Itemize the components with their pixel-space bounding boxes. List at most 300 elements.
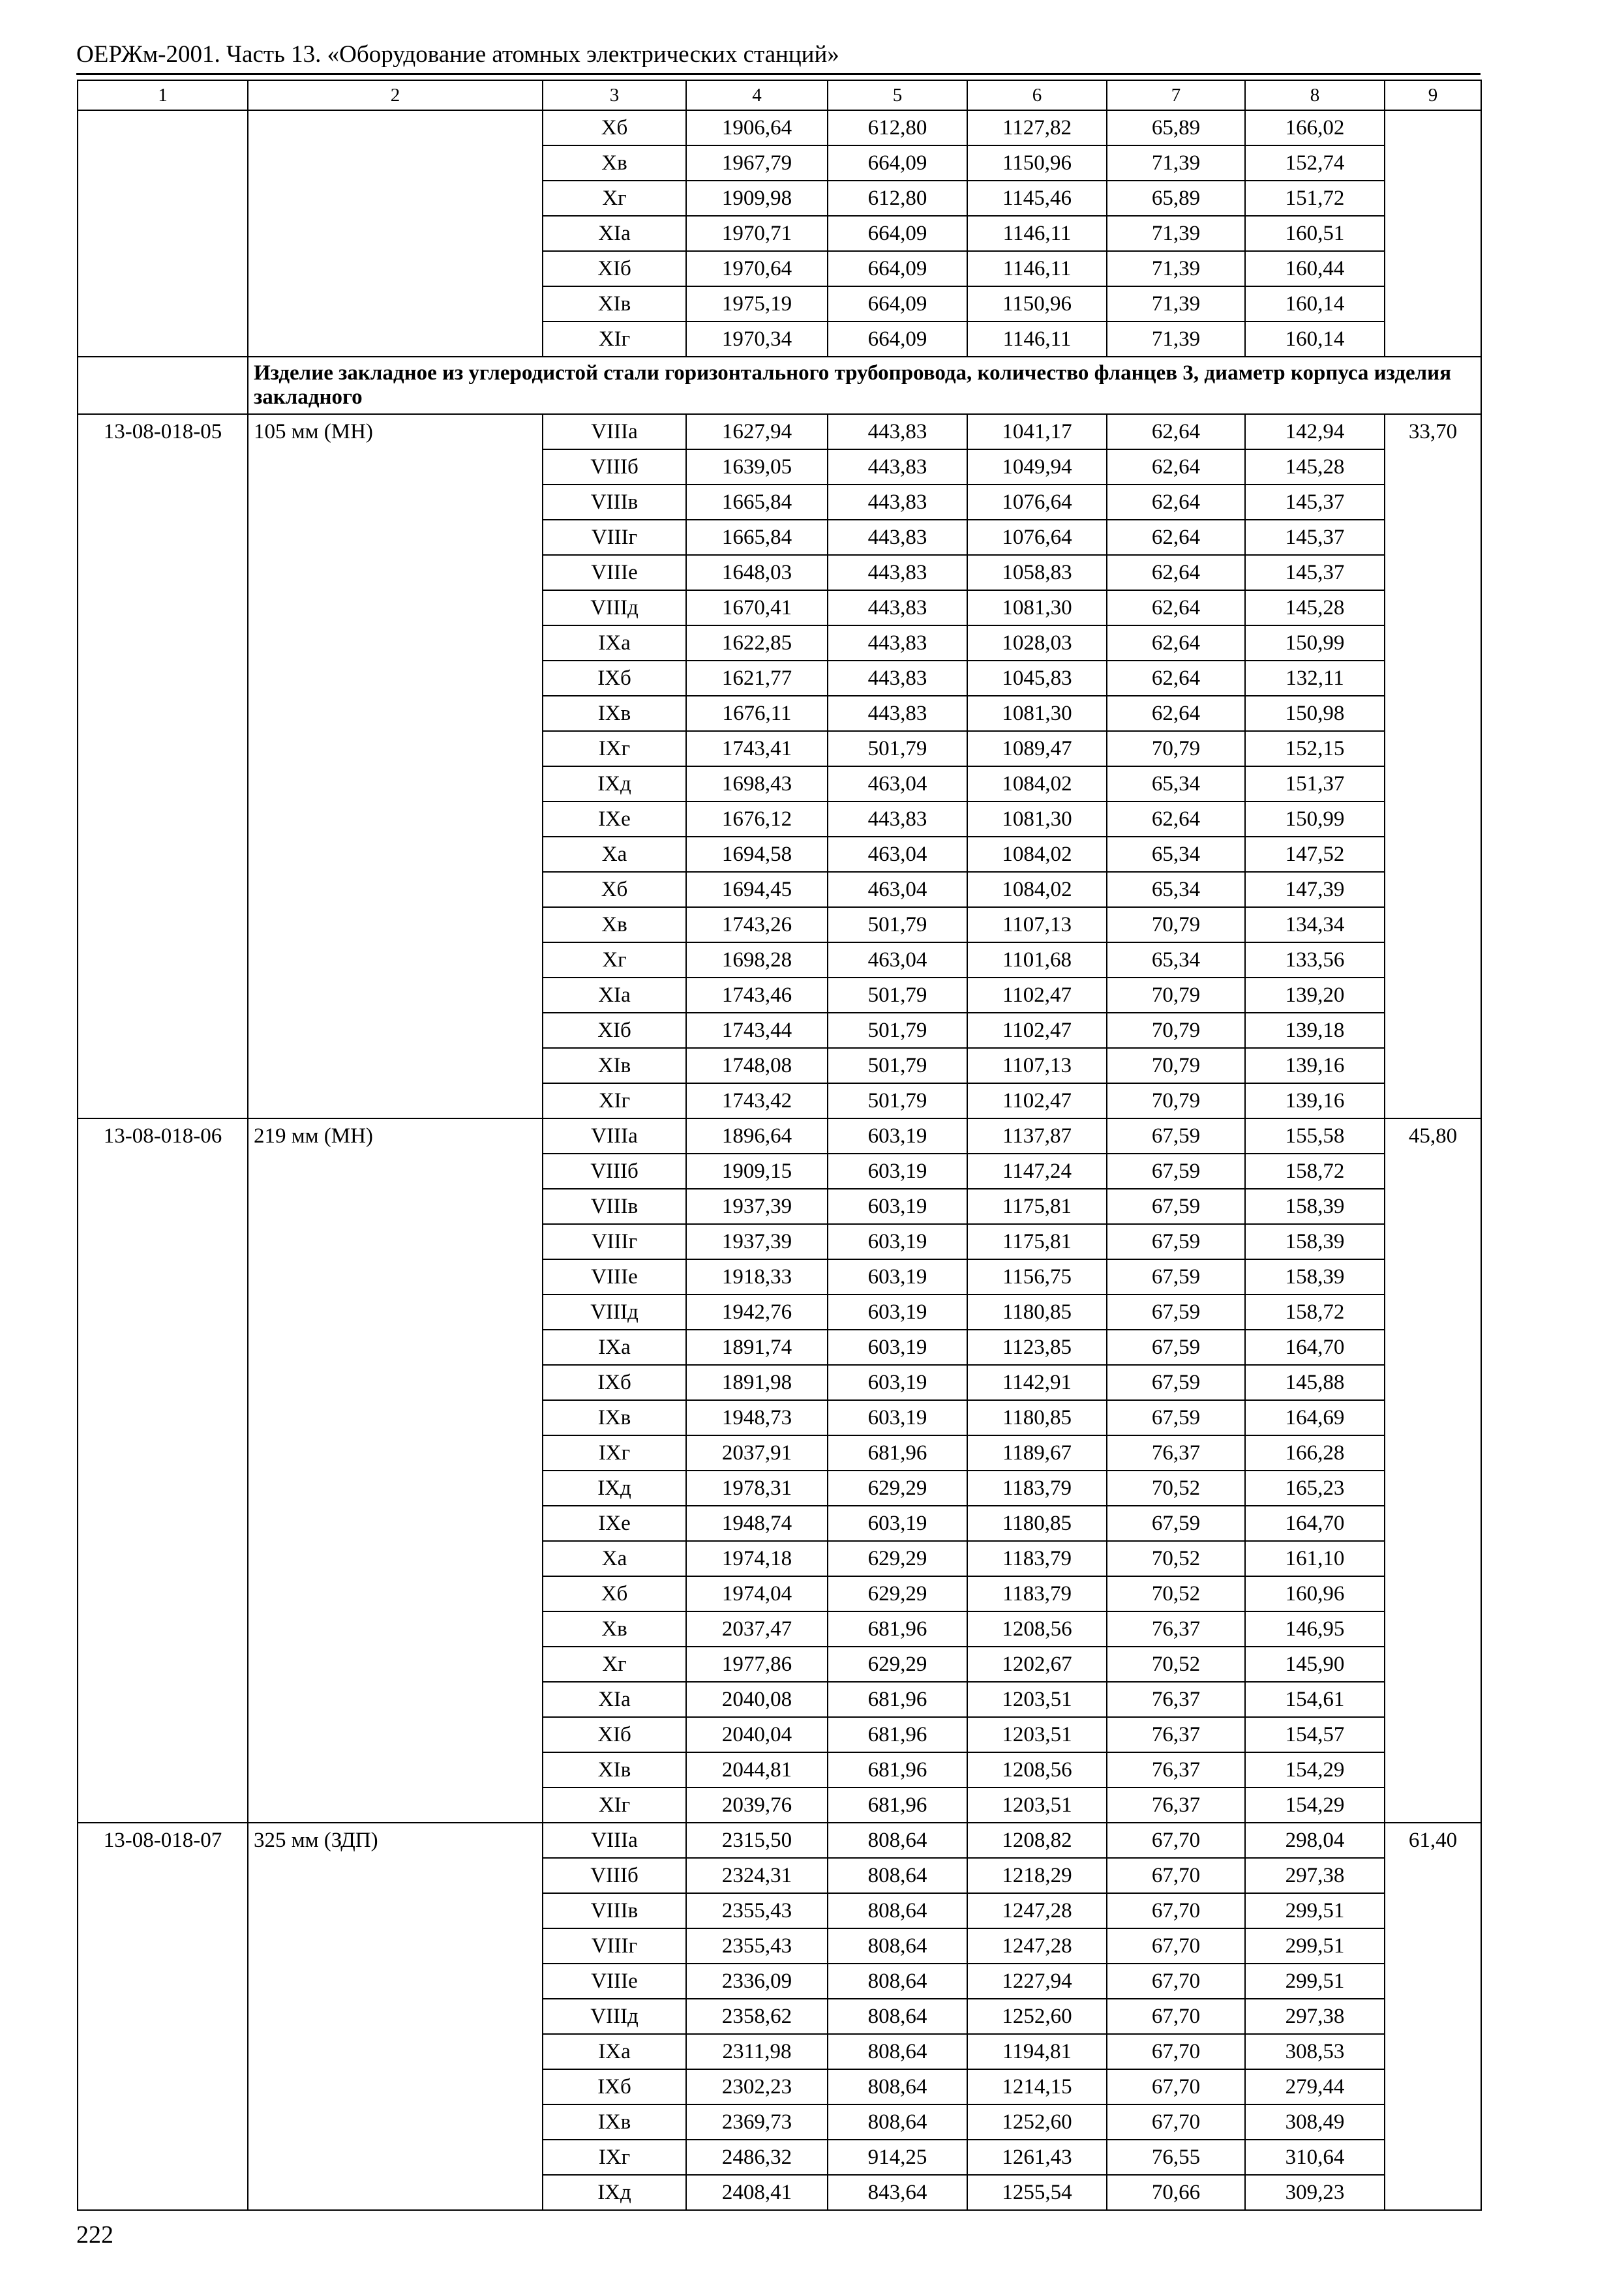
materials-cell: 150,99 bbox=[1245, 625, 1385, 661]
machine-cell: 1180,85 bbox=[967, 1294, 1107, 1330]
column-number: 9 bbox=[1385, 80, 1481, 110]
zone-cell: XIг bbox=[543, 1788, 686, 1823]
machine-cell: 1127,82 bbox=[967, 110, 1107, 145]
wage-cell: 808,64 bbox=[828, 1893, 967, 1928]
machinist-wage-cell: 76,37 bbox=[1107, 1682, 1245, 1717]
materials-cell: 158,39 bbox=[1245, 1189, 1385, 1224]
wage-cell: 914,25 bbox=[828, 2140, 967, 2175]
column-number: 1 bbox=[78, 80, 248, 110]
zone-cell: Xв bbox=[543, 1611, 686, 1647]
materials-cell: 133,56 bbox=[1245, 942, 1385, 978]
wage-cell: 463,04 bbox=[828, 942, 967, 978]
wage-cell: 501,79 bbox=[828, 978, 967, 1013]
machinist-wage-cell: 76,37 bbox=[1107, 1435, 1245, 1471]
code-cell-empty bbox=[78, 110, 248, 357]
zone-cell: Xг bbox=[543, 181, 686, 216]
materials-cell: 298,04 bbox=[1245, 1823, 1385, 1858]
cost-total-cell: 1909,15 bbox=[686, 1154, 828, 1189]
item-name: 325 мм (ЗДП) bbox=[248, 1823, 543, 2210]
machinist-wage-cell: 67,70 bbox=[1107, 1858, 1245, 1893]
machine-cell: 1041,17 bbox=[967, 414, 1107, 449]
zone-cell: VIIIб bbox=[543, 1154, 686, 1189]
machine-cell: 1208,82 bbox=[967, 1823, 1107, 1858]
machine-cell: 1107,13 bbox=[967, 907, 1107, 942]
machinist-wage-cell: 67,70 bbox=[1107, 1893, 1245, 1928]
machine-cell: 1194,81 bbox=[967, 2034, 1107, 2069]
materials-cell: 145,37 bbox=[1245, 520, 1385, 555]
machinist-wage-cell: 62,64 bbox=[1107, 801, 1245, 837]
materials-cell: 297,38 bbox=[1245, 1858, 1385, 1893]
page-number: 222 bbox=[76, 2221, 113, 2249]
materials-cell: 164,69 bbox=[1245, 1400, 1385, 1435]
machine-cell: 1081,30 bbox=[967, 801, 1107, 837]
price-table bbox=[77, 80, 1482, 2211]
machine-cell: 1076,64 bbox=[967, 485, 1107, 520]
zone-cell: VIIIг bbox=[543, 1928, 686, 1964]
zone-cell: VIIIе bbox=[543, 1259, 686, 1294]
item-mass: 33,70 bbox=[1385, 414, 1481, 1118]
materials-cell: 145,28 bbox=[1245, 449, 1385, 485]
wage-cell: 463,04 bbox=[828, 837, 967, 872]
wage-cell: 629,29 bbox=[828, 1471, 967, 1506]
zone-cell: VIIIг bbox=[543, 1224, 686, 1259]
materials-cell: 158,72 bbox=[1245, 1154, 1385, 1189]
wage-cell: 443,83 bbox=[828, 520, 967, 555]
cost-total-cell: 2039,76 bbox=[686, 1788, 828, 1823]
cost-total-cell: 1621,77 bbox=[686, 661, 828, 696]
zone-cell: IXб bbox=[543, 661, 686, 696]
materials-cell: 158,39 bbox=[1245, 1259, 1385, 1294]
item-code: 13-08-018-07 bbox=[78, 1823, 248, 2210]
zone-cell: VIIIг bbox=[543, 520, 686, 555]
machinist-wage-cell: 62,64 bbox=[1107, 625, 1245, 661]
machinist-wage-cell: 67,70 bbox=[1107, 2034, 1245, 2069]
wage-cell: 443,83 bbox=[828, 661, 967, 696]
cost-total-cell: 1743,44 bbox=[686, 1013, 828, 1048]
cost-total-cell: 2040,04 bbox=[686, 1717, 828, 1752]
materials-cell: 299,51 bbox=[1245, 1928, 1385, 1964]
materials-cell: 160,51 bbox=[1245, 216, 1385, 251]
section-code-empty bbox=[78, 357, 248, 414]
column-number: 3 bbox=[543, 80, 686, 110]
machine-cell: 1049,94 bbox=[967, 449, 1107, 485]
section-title: Изделие закладное из углеродистой стали горизонтального трубопровода, количество фланцев 3, диаметр корпуса изделия закладного bbox=[248, 357, 1481, 414]
machine-cell: 1247,28 bbox=[967, 1928, 1107, 1964]
materials-cell: 166,02 bbox=[1245, 110, 1385, 145]
machinist-wage-cell: 62,64 bbox=[1107, 414, 1245, 449]
wage-cell: 603,19 bbox=[828, 1224, 967, 1259]
zone-cell: VIIIд bbox=[543, 590, 686, 625]
machinist-wage-cell: 65,34 bbox=[1107, 942, 1245, 978]
machinist-wage-cell: 70,79 bbox=[1107, 978, 1245, 1013]
zone-cell: Xг bbox=[543, 1647, 686, 1682]
wage-cell: 463,04 bbox=[828, 872, 967, 907]
machinist-wage-cell: 62,64 bbox=[1107, 590, 1245, 625]
wage-cell: 501,79 bbox=[828, 731, 967, 766]
zone-cell: XIг bbox=[543, 1083, 686, 1118]
machine-cell: 1252,60 bbox=[967, 1999, 1107, 2034]
materials-cell: 164,70 bbox=[1245, 1506, 1385, 1541]
cost-total-cell: 2040,08 bbox=[686, 1682, 828, 1717]
zone-cell: VIIIв bbox=[543, 485, 686, 520]
materials-cell: 160,14 bbox=[1245, 322, 1385, 357]
wage-cell: 443,83 bbox=[828, 485, 967, 520]
wage-cell: 664,09 bbox=[828, 145, 967, 181]
cost-total-cell: 2358,62 bbox=[686, 1999, 828, 2034]
zone-cell: IXа bbox=[543, 2034, 686, 2069]
cost-total-cell: 1909,98 bbox=[686, 181, 828, 216]
cost-total-cell: 1743,41 bbox=[686, 731, 828, 766]
wage-cell: 603,19 bbox=[828, 1400, 967, 1435]
zone-cell: Xб bbox=[543, 872, 686, 907]
cost-total-cell: 2336,09 bbox=[686, 1964, 828, 1999]
machinist-wage-cell: 70,52 bbox=[1107, 1541, 1245, 1576]
cost-total-cell: 2315,50 bbox=[686, 1823, 828, 1858]
machine-cell: 1247,28 bbox=[967, 1893, 1107, 1928]
materials-cell: 147,39 bbox=[1245, 872, 1385, 907]
column-number: 4 bbox=[686, 80, 828, 110]
machine-cell: 1183,79 bbox=[967, 1541, 1107, 1576]
machinist-wage-cell: 67,70 bbox=[1107, 1823, 1245, 1858]
zone-cell: IXб bbox=[543, 2069, 686, 2104]
header-rule bbox=[76, 73, 1481, 75]
zone-cell: IXг bbox=[543, 1435, 686, 1471]
materials-cell: 147,52 bbox=[1245, 837, 1385, 872]
machinist-wage-cell: 67,59 bbox=[1107, 1259, 1245, 1294]
materials-cell: 297,38 bbox=[1245, 1999, 1385, 2034]
cost-total-cell: 1970,64 bbox=[686, 251, 828, 286]
machine-cell: 1252,60 bbox=[967, 2104, 1107, 2140]
machinist-wage-cell: 70,52 bbox=[1107, 1647, 1245, 1682]
machine-cell: 1102,47 bbox=[967, 1083, 1107, 1118]
zone-cell: XIв bbox=[543, 286, 686, 322]
materials-cell: 164,70 bbox=[1245, 1330, 1385, 1365]
wage-cell: 629,29 bbox=[828, 1647, 967, 1682]
wage-cell: 681,96 bbox=[828, 1788, 967, 1823]
cost-total-cell: 2324,31 bbox=[686, 1858, 828, 1893]
cost-total-cell: 1970,71 bbox=[686, 216, 828, 251]
cost-total-cell: 2037,47 bbox=[686, 1611, 828, 1647]
machine-cell: 1183,79 bbox=[967, 1576, 1107, 1611]
cost-total-cell: 2355,43 bbox=[686, 1893, 828, 1928]
zone-cell: IXв bbox=[543, 2104, 686, 2140]
machinist-wage-cell: 62,64 bbox=[1107, 555, 1245, 590]
machinist-wage-cell: 67,70 bbox=[1107, 1999, 1245, 2034]
machine-cell: 1045,83 bbox=[967, 661, 1107, 696]
cost-total-cell: 1937,39 bbox=[686, 1224, 828, 1259]
materials-cell: 139,18 bbox=[1245, 1013, 1385, 1048]
machine-cell: 1180,85 bbox=[967, 1506, 1107, 1541]
materials-cell: 146,95 bbox=[1245, 1611, 1385, 1647]
machine-cell: 1202,67 bbox=[967, 1647, 1107, 1682]
item-code: 13-08-018-06 bbox=[78, 1118, 248, 1823]
materials-cell: 151,37 bbox=[1245, 766, 1385, 801]
zone-cell: VIIIе bbox=[543, 1964, 686, 1999]
machine-cell: 1145,46 bbox=[967, 181, 1107, 216]
machine-cell: 1076,64 bbox=[967, 520, 1107, 555]
machine-cell: 1147,24 bbox=[967, 1154, 1107, 1189]
name-cell-empty bbox=[248, 110, 543, 357]
machinist-wage-cell: 67,70 bbox=[1107, 2104, 1245, 2140]
materials-cell: 154,29 bbox=[1245, 1752, 1385, 1788]
machine-cell: 1146,11 bbox=[967, 251, 1107, 286]
materials-cell: 134,34 bbox=[1245, 907, 1385, 942]
machine-cell: 1142,91 bbox=[967, 1365, 1107, 1400]
zone-cell: IXа bbox=[543, 1330, 686, 1365]
materials-cell: 165,23 bbox=[1245, 1471, 1385, 1506]
cost-total-cell: 1891,98 bbox=[686, 1365, 828, 1400]
cost-total-cell: 1743,46 bbox=[686, 978, 828, 1013]
cost-total-cell: 1665,84 bbox=[686, 485, 828, 520]
wage-cell: 808,64 bbox=[828, 2069, 967, 2104]
cost-total-cell: 1896,64 bbox=[686, 1118, 828, 1154]
cost-total-cell: 1748,08 bbox=[686, 1048, 828, 1083]
cost-total-cell: 2311,98 bbox=[686, 2034, 828, 2069]
materials-cell: 151,72 bbox=[1245, 181, 1385, 216]
machinist-wage-cell: 65,89 bbox=[1107, 110, 1245, 145]
column-number: 2 bbox=[248, 80, 543, 110]
materials-cell: 139,16 bbox=[1245, 1083, 1385, 1118]
zone-cell: Xв bbox=[543, 907, 686, 942]
machine-cell: 1218,29 bbox=[967, 1858, 1107, 1893]
machinist-wage-cell: 65,89 bbox=[1107, 181, 1245, 216]
materials-cell: 310,64 bbox=[1245, 2140, 1385, 2175]
machinist-wage-cell: 67,59 bbox=[1107, 1330, 1245, 1365]
cost-total-cell: 1694,45 bbox=[686, 872, 828, 907]
table-row bbox=[78, 1118, 1481, 1154]
materials-cell: 166,28 bbox=[1245, 1435, 1385, 1471]
wage-cell: 681,96 bbox=[828, 1752, 967, 1788]
wage-cell: 612,80 bbox=[828, 110, 967, 145]
zone-cell: XIв bbox=[543, 1048, 686, 1083]
wage-cell: 808,64 bbox=[828, 2034, 967, 2069]
wage-cell: 808,64 bbox=[828, 1999, 967, 2034]
materials-cell: 154,29 bbox=[1245, 1788, 1385, 1823]
zone-cell: IXг bbox=[543, 2140, 686, 2175]
machinist-wage-cell: 62,64 bbox=[1107, 696, 1245, 731]
wage-cell: 603,19 bbox=[828, 1259, 967, 1294]
wage-cell: 808,64 bbox=[828, 1964, 967, 1999]
item-mass: 45,80 bbox=[1385, 1118, 1481, 1823]
materials-cell: 160,96 bbox=[1245, 1576, 1385, 1611]
machine-cell: 1146,11 bbox=[967, 216, 1107, 251]
wage-cell: 603,19 bbox=[828, 1294, 967, 1330]
machinist-wage-cell: 67,70 bbox=[1107, 1928, 1245, 1964]
wage-cell: 603,19 bbox=[828, 1189, 967, 1224]
zone-cell: XIб bbox=[543, 251, 686, 286]
machinist-wage-cell: 76,37 bbox=[1107, 1717, 1245, 1752]
machinist-wage-cell: 67,59 bbox=[1107, 1294, 1245, 1330]
wage-cell: 443,83 bbox=[828, 590, 967, 625]
wage-cell: 501,79 bbox=[828, 1083, 967, 1118]
cost-total-cell: 2486,32 bbox=[686, 2140, 828, 2175]
wage-cell: 603,19 bbox=[828, 1154, 967, 1189]
wage-cell: 664,09 bbox=[828, 216, 967, 251]
zone-cell: VIIIв bbox=[543, 1189, 686, 1224]
wage-cell: 443,83 bbox=[828, 414, 967, 449]
cost-total-cell: 1977,86 bbox=[686, 1647, 828, 1682]
column-number: 6 bbox=[967, 80, 1107, 110]
machinist-wage-cell: 70,79 bbox=[1107, 1013, 1245, 1048]
zone-cell: IXд bbox=[543, 766, 686, 801]
wage-cell: 629,29 bbox=[828, 1541, 967, 1576]
machinist-wage-cell: 76,37 bbox=[1107, 1788, 1245, 1823]
zone-cell: Xа bbox=[543, 837, 686, 872]
table-row bbox=[78, 414, 1481, 449]
machine-cell: 1150,96 bbox=[967, 145, 1107, 181]
mass-cell-empty bbox=[1385, 110, 1481, 357]
zone-cell: IXе bbox=[543, 1506, 686, 1541]
machinist-wage-cell: 76,55 bbox=[1107, 2140, 1245, 2175]
cost-total-cell: 1974,18 bbox=[686, 1541, 828, 1576]
materials-cell: 145,28 bbox=[1245, 590, 1385, 625]
cost-total-cell: 1906,64 bbox=[686, 110, 828, 145]
machinist-wage-cell: 67,59 bbox=[1107, 1506, 1245, 1541]
wage-cell: 808,64 bbox=[828, 1928, 967, 1964]
cost-total-cell: 1970,34 bbox=[686, 322, 828, 357]
machine-cell: 1180,85 bbox=[967, 1400, 1107, 1435]
cost-total-cell: 1942,76 bbox=[686, 1294, 828, 1330]
zone-cell: VIIIа bbox=[543, 1823, 686, 1858]
wage-cell: 808,64 bbox=[828, 1823, 967, 1858]
zone-cell: IXд bbox=[543, 1471, 686, 1506]
wage-cell: 463,04 bbox=[828, 766, 967, 801]
cost-total-cell: 1743,26 bbox=[686, 907, 828, 942]
wage-cell: 808,64 bbox=[828, 2104, 967, 2140]
machinist-wage-cell: 67,59 bbox=[1107, 1224, 1245, 1259]
machinist-wage-cell: 67,59 bbox=[1107, 1118, 1245, 1154]
zone-cell: XIг bbox=[543, 322, 686, 357]
cost-total-cell: 1670,41 bbox=[686, 590, 828, 625]
machine-cell: 1189,67 bbox=[967, 1435, 1107, 1471]
cost-total-cell: 1639,05 bbox=[686, 449, 828, 485]
machine-cell: 1214,15 bbox=[967, 2069, 1107, 2104]
zone-cell: Xг bbox=[543, 942, 686, 978]
materials-cell: 309,23 bbox=[1245, 2175, 1385, 2210]
cost-total-cell: 1948,73 bbox=[686, 1400, 828, 1435]
zone-cell: VIIIб bbox=[543, 449, 686, 485]
machinist-wage-cell: 71,39 bbox=[1107, 286, 1245, 322]
machinist-wage-cell: 71,39 bbox=[1107, 216, 1245, 251]
zone-cell: XIа bbox=[543, 216, 686, 251]
zone-cell: IXд bbox=[543, 2175, 686, 2210]
machine-cell: 1175,81 bbox=[967, 1224, 1107, 1259]
wage-cell: 443,83 bbox=[828, 696, 967, 731]
materials-cell: 145,37 bbox=[1245, 555, 1385, 590]
zone-cell: VIIIа bbox=[543, 414, 686, 449]
table-row bbox=[78, 1823, 1481, 1858]
zone-cell: IXв bbox=[543, 696, 686, 731]
cost-total-cell: 1967,79 bbox=[686, 145, 828, 181]
zone-cell: VIIIд bbox=[543, 1294, 686, 1330]
materials-cell: 158,39 bbox=[1245, 1224, 1385, 1259]
wage-cell: 443,83 bbox=[828, 555, 967, 590]
machine-cell: 1084,02 bbox=[967, 837, 1107, 872]
machinist-wage-cell: 71,39 bbox=[1107, 322, 1245, 357]
machine-cell: 1255,54 bbox=[967, 2175, 1107, 2210]
table-row bbox=[78, 110, 1481, 145]
wage-cell: 808,64 bbox=[828, 1858, 967, 1893]
wage-cell: 443,83 bbox=[828, 449, 967, 485]
machine-cell: 1203,51 bbox=[967, 1717, 1107, 1752]
machine-cell: 1208,56 bbox=[967, 1752, 1107, 1788]
wage-cell: 443,83 bbox=[828, 801, 967, 837]
column-number-row bbox=[78, 80, 1481, 110]
machine-cell: 1101,68 bbox=[967, 942, 1107, 978]
zone-cell: VIIIд bbox=[543, 1999, 686, 2034]
machinist-wage-cell: 70,52 bbox=[1107, 1576, 1245, 1611]
machine-cell: 1146,11 bbox=[967, 322, 1107, 357]
zone-cell: IXе bbox=[543, 801, 686, 837]
cost-total-cell: 1743,42 bbox=[686, 1083, 828, 1118]
wage-cell: 664,09 bbox=[828, 251, 967, 286]
table-body bbox=[78, 80, 1481, 2210]
machine-cell: 1102,47 bbox=[967, 978, 1107, 1013]
zone-cell: IXг bbox=[543, 731, 686, 766]
machinist-wage-cell: 62,64 bbox=[1107, 520, 1245, 555]
machinist-wage-cell: 67,70 bbox=[1107, 2069, 1245, 2104]
materials-cell: 161,10 bbox=[1245, 1541, 1385, 1576]
wage-cell: 664,09 bbox=[828, 322, 967, 357]
machinist-wage-cell: 67,59 bbox=[1107, 1154, 1245, 1189]
machinist-wage-cell: 70,79 bbox=[1107, 1048, 1245, 1083]
column-number: 5 bbox=[828, 80, 967, 110]
machine-cell: 1084,02 bbox=[967, 872, 1107, 907]
machine-cell: 1137,87 bbox=[967, 1118, 1107, 1154]
materials-cell: 145,37 bbox=[1245, 485, 1385, 520]
wage-cell: 681,96 bbox=[828, 1611, 967, 1647]
machinist-wage-cell: 62,64 bbox=[1107, 661, 1245, 696]
wage-cell: 501,79 bbox=[828, 1013, 967, 1048]
cost-total-cell: 1698,43 bbox=[686, 766, 828, 801]
materials-cell: 132,11 bbox=[1245, 661, 1385, 696]
materials-cell: 158,72 bbox=[1245, 1294, 1385, 1330]
column-number: 7 bbox=[1107, 80, 1245, 110]
machinist-wage-cell: 62,64 bbox=[1107, 449, 1245, 485]
machinist-wage-cell: 62,64 bbox=[1107, 485, 1245, 520]
materials-cell: 150,99 bbox=[1245, 801, 1385, 837]
materials-cell: 154,57 bbox=[1245, 1717, 1385, 1752]
wage-cell: 603,19 bbox=[828, 1506, 967, 1541]
machine-cell: 1183,79 bbox=[967, 1471, 1107, 1506]
machinist-wage-cell: 71,39 bbox=[1107, 145, 1245, 181]
item-name: 105 мм (МН) bbox=[248, 414, 543, 1118]
cost-total-cell: 2355,43 bbox=[686, 1928, 828, 1964]
wage-cell: 603,19 bbox=[828, 1118, 967, 1154]
cost-total-cell: 1937,39 bbox=[686, 1189, 828, 1224]
zone-cell: Xв bbox=[543, 145, 686, 181]
wage-cell: 612,80 bbox=[828, 181, 967, 216]
materials-cell: 152,74 bbox=[1245, 145, 1385, 181]
machine-cell: 1175,81 bbox=[967, 1189, 1107, 1224]
item-mass: 61,40 bbox=[1385, 1823, 1481, 2210]
materials-cell: 155,58 bbox=[1245, 1118, 1385, 1154]
materials-cell: 160,14 bbox=[1245, 286, 1385, 322]
machine-cell: 1028,03 bbox=[967, 625, 1107, 661]
cost-total-cell: 1948,74 bbox=[686, 1506, 828, 1541]
cost-total-cell: 1974,04 bbox=[686, 1576, 828, 1611]
machinist-wage-cell: 67,59 bbox=[1107, 1189, 1245, 1224]
materials-cell: 154,61 bbox=[1245, 1682, 1385, 1717]
wage-cell: 681,96 bbox=[828, 1682, 967, 1717]
zone-cell: XIб bbox=[543, 1717, 686, 1752]
materials-cell: 152,15 bbox=[1245, 731, 1385, 766]
machine-cell: 1107,13 bbox=[967, 1048, 1107, 1083]
wage-cell: 501,79 bbox=[828, 1048, 967, 1083]
cost-total-cell: 2369,73 bbox=[686, 2104, 828, 2140]
zone-cell: XIб bbox=[543, 1013, 686, 1048]
machinist-wage-cell: 70,79 bbox=[1107, 731, 1245, 766]
